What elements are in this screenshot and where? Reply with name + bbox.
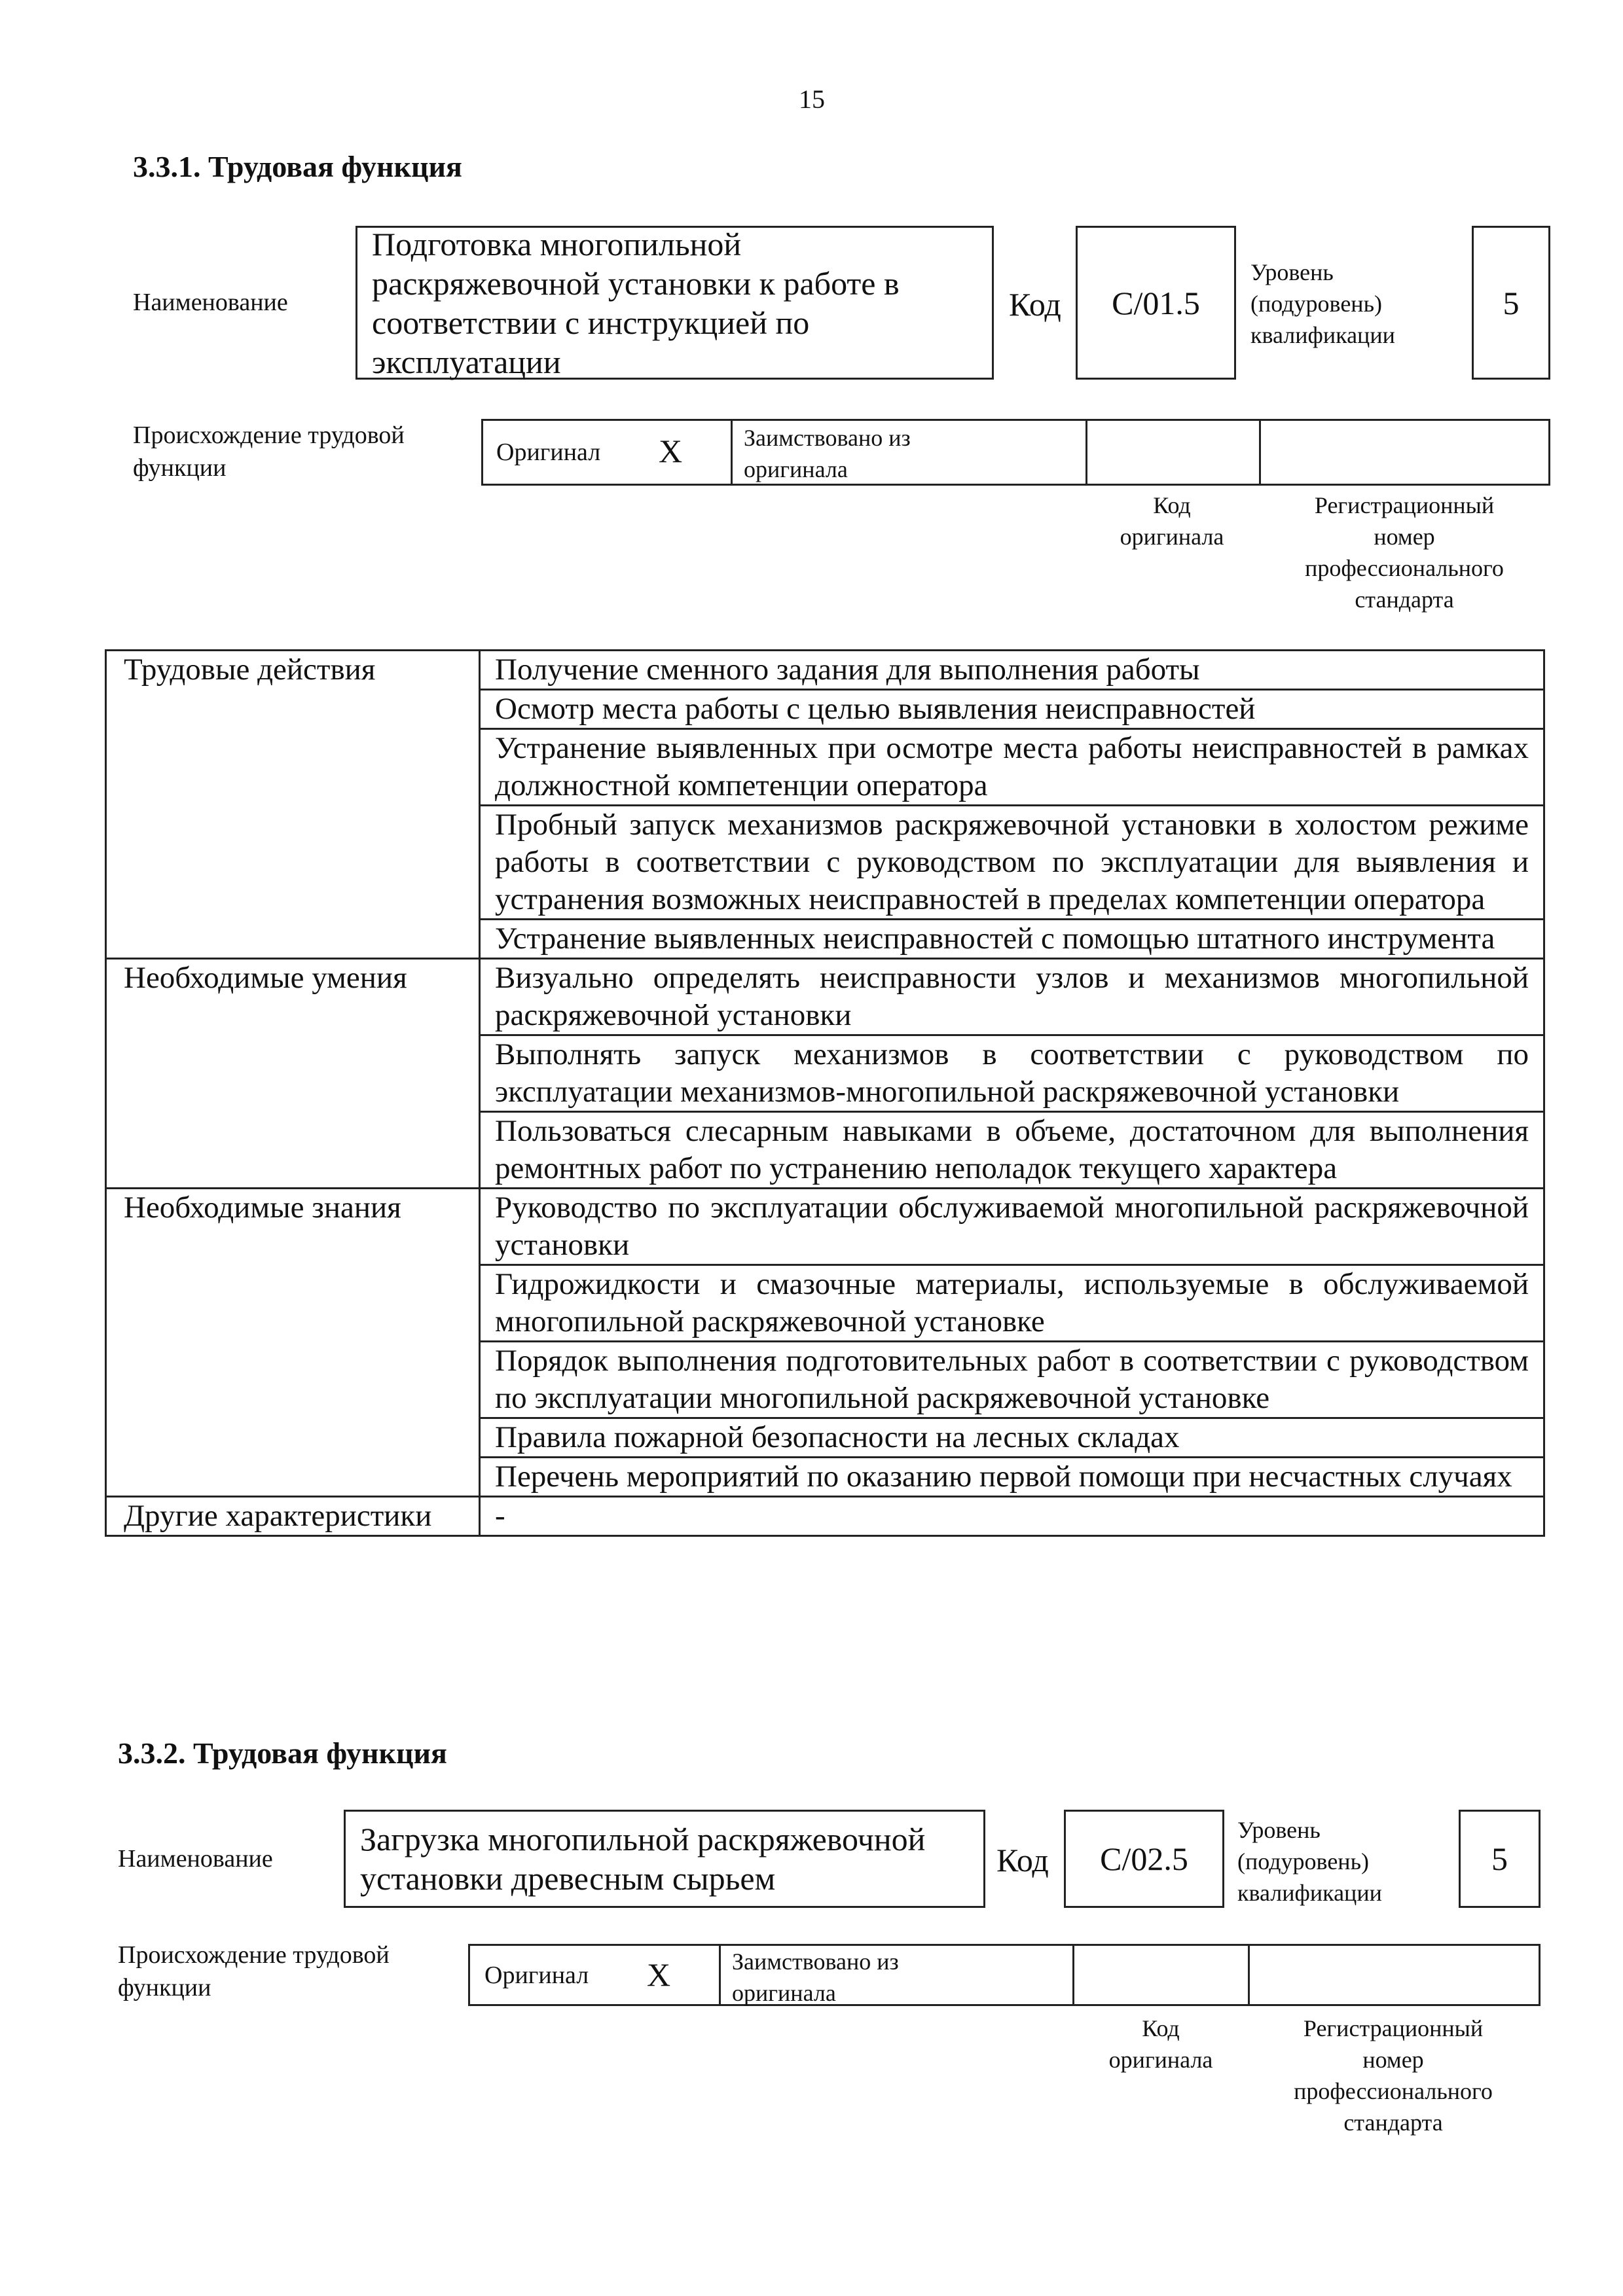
origin-row [481, 419, 1550, 486]
level-label-line: Уровень [1250, 259, 1334, 285]
origin-label [118, 1939, 458, 2004]
other-label: Другие характеристики [106, 1497, 480, 1536]
code-original-label-line: оригинала [1120, 524, 1224, 550]
knowledge-item: Порядок выполнения подготовительных работ в соответствии с руководством по эксплуатации многопильной раскряжевочной установке [480, 1342, 1544, 1418]
reg-number-label-line: номер [1374, 524, 1435, 550]
original-mark: X [647, 1956, 671, 1993]
labor-action-item: Устранение выявленных при осмотре места работы неисправностей в рамках должностной компетенции оператора [480, 729, 1544, 806]
reg-number-label-line: профессионального [1305, 555, 1504, 581]
level-label-line: (подуровень) [1237, 1848, 1369, 1874]
table-row [106, 1189, 1544, 1265]
reg-number-label-line: номер [1362, 2047, 1424, 2073]
reg-number-label-line: Регистрационный [1314, 492, 1495, 518]
other-value: - [480, 1497, 1544, 1536]
labor-action-item: Осмотр места работы с целью выявления неисправностей [480, 690, 1544, 729]
knowledge-item: Правила пожарной безопасности на лесных складах [480, 1418, 1544, 1458]
original-label: Оригинал [484, 1962, 589, 1989]
table-row [106, 1497, 1544, 1536]
level-label-line: квалификации [1250, 322, 1395, 348]
table-row [106, 959, 1544, 1035]
section-title: 3.3.2. Трудовая функция [118, 1736, 447, 1770]
borrowed-label [732, 1946, 899, 2009]
knowledge-item: Руководство по эксплуатации обслуживаемой многопильной раскряжевочной установки [480, 1189, 1544, 1265]
code-label: Код [996, 1842, 1049, 1878]
table-row [106, 651, 1544, 690]
level-label [1250, 257, 1447, 351]
borrowed-label-line: Заимствовано из [732, 1948, 899, 1975]
reg-number-label-line: Регистрационный [1303, 2015, 1484, 2041]
reg-number-label-line: стандарта [1355, 586, 1454, 613]
page-number: 15 [799, 84, 825, 114]
borrowed-label-line: оригинала [732, 1980, 836, 2006]
code-value: C/01.5 [1112, 284, 1200, 321]
original-label: Оригинал [496, 439, 601, 466]
level-label-line: (подуровень) [1250, 291, 1382, 317]
reg-number-label [1260, 490, 1548, 615]
skill-item: Визуально определять неисправности узлов и механизмов многопильной раскряжевочной установки [480, 959, 1544, 1035]
borrowed-label [744, 422, 911, 485]
origin-label-line: функции [118, 1974, 211, 2001]
original-mark: X [659, 433, 683, 469]
level-label-line: квалификации [1237, 1880, 1382, 1906]
divider [731, 421, 733, 484]
reg-number-label-line: профессионального [1294, 2078, 1493, 2104]
origin-row [468, 1944, 1541, 2006]
code-original-label-line: оригинала [1108, 2047, 1213, 2073]
knowledge-label: Необходимые знания [106, 1189, 480, 1497]
divider [1085, 421, 1087, 484]
skill-item: Выполнять запуск механизмов в соответствии с руководством по эксплуатации механизмов-многопильной раскряжевочной установки [480, 1035, 1544, 1112]
section-title: 3.3.1. Трудовая функция [133, 150, 462, 183]
name-label: Наименование [118, 1845, 273, 1873]
reg-number-label [1249, 2013, 1537, 2138]
level-label-line: Уровень [1237, 1817, 1321, 1843]
labor-action-item: Устранение выявленных неисправностей с помощью штатного инструмента [480, 920, 1544, 959]
divider [1259, 421, 1261, 484]
level-box [1472, 226, 1550, 380]
labor-action-item: Пробный запуск механизмов раскряжевочной установки в холостом режиме работы в соответствии с руководством по эксплуатации для выявления и устранения возможных неисправностей в пределах компетенции оператора [480, 806, 1544, 920]
code-box [1064, 1810, 1224, 1908]
origin-label [133, 419, 473, 484]
origin-label-line: Происхождение трудовой [118, 1941, 390, 1969]
knowledge-item: Гидрожидкости и смазочные материалы, используемые в обслуживаемой многопильной раскряжевочной установке [480, 1265, 1544, 1342]
skill-item: Пользоваться слесарным навыками в объеме, достаточном для выполнения ремонтных работ по устранению неполадок текущего характера [480, 1112, 1544, 1189]
borrowed-label-line: Заимствовано из [744, 425, 911, 451]
code-original-label [1072, 2013, 1249, 2075]
divider [719, 1946, 721, 2004]
reg-number-label-line: стандарта [1343, 2109, 1443, 2136]
knowledge-item: Перечень мероприятий по оказанию первой помощи при несчастных случаях [480, 1458, 1544, 1497]
borrowed-label-line: оригинала [744, 456, 848, 482]
divider [1248, 1946, 1250, 2004]
labor-actions-label: Трудовые действия [106, 651, 480, 959]
code-box [1076, 226, 1236, 380]
function-name-value: Подготовка многопильной раскряжевочной установки к работе в соответствии с инструкцией по эксплуатации [372, 225, 900, 380]
level-value: 5 [1503, 284, 1520, 321]
labor-action-item: Получение сменного задания для выполнения работы [480, 651, 1544, 690]
function-name-box [344, 1810, 985, 1908]
function-name-box [356, 226, 994, 380]
code-label: Код [1009, 286, 1061, 323]
labor-function-table [105, 649, 1545, 1537]
function-name-value: Загрузка многопильной раскряжевочной установки древесным сырьем [360, 1821, 926, 1897]
skills-label: Необходимые умения [106, 959, 480, 1189]
name-label: Наименование [133, 289, 288, 316]
code-value: C/02.5 [1100, 1840, 1188, 1877]
origin-label-line: Происхождение трудовой [133, 422, 405, 449]
origin-label-line: функции [133, 454, 227, 482]
code-original-label-line: Код [1142, 2015, 1180, 2041]
level-value: 5 [1491, 1840, 1508, 1877]
code-original-label-line: Код [1153, 492, 1191, 518]
level-box [1459, 1810, 1541, 1908]
divider [1072, 1946, 1074, 2004]
code-original-label [1084, 490, 1260, 552]
level-label [1237, 1814, 1434, 1909]
